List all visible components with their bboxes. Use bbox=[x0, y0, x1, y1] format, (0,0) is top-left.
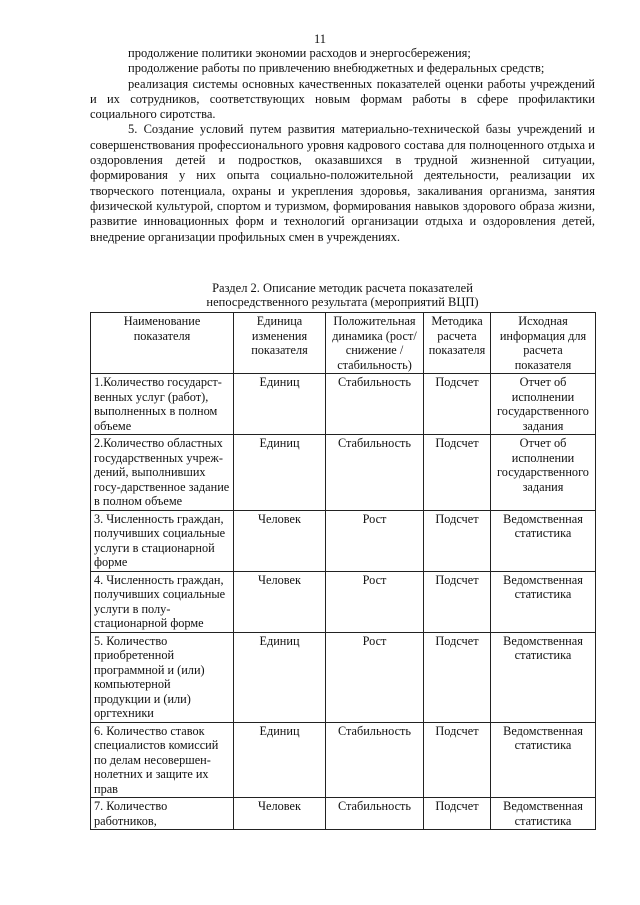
indicator-name: 1.Количество государст-венных услуг (работ), выполненных в полном объеме bbox=[91, 374, 234, 435]
unit: Единиц bbox=[234, 374, 326, 435]
source-info: Ведомственная статистика bbox=[491, 571, 596, 632]
source-info: Ведомственная статистика bbox=[491, 632, 596, 722]
header-positive-dynamics: Положительная динамика (рост/снижение /стабильность) bbox=[326, 313, 424, 374]
unit: Человек bbox=[234, 510, 326, 571]
table-header-row bbox=[91, 313, 596, 374]
indicator-name: 6. Количество ставок специалистов комиссий по делам несовершен-нолетних и защите их прав bbox=[91, 722, 234, 798]
header-indicator-name: Наименование показателя bbox=[91, 313, 234, 374]
paragraph-2: продолжение работы по привлечению внебюджетных и федеральных средств; bbox=[128, 61, 545, 76]
table-row bbox=[91, 571, 596, 632]
paragraph-3: реализация системы основных качественных показателей оценки работы учреждений и их сотрудников, соответствующих новым формам работы в сфере профилактики социального сиротства. bbox=[90, 76, 595, 122]
unit: Единиц bbox=[234, 722, 326, 798]
table-row bbox=[91, 632, 596, 722]
unit: Человек bbox=[234, 571, 326, 632]
header-method: Методика расчета показателя bbox=[424, 313, 491, 374]
dynamics: Рост bbox=[326, 510, 424, 571]
source-info: Отчет об исполнении государственного задания bbox=[491, 374, 596, 435]
dynamics: Рост bbox=[326, 632, 424, 722]
dynamics: Стабильность bbox=[326, 722, 424, 798]
table-row bbox=[91, 722, 596, 798]
table-row bbox=[91, 798, 596, 830]
unit: Единиц bbox=[234, 435, 326, 511]
section-title-line-1: Раздел 2. Описание методик расчета показателей bbox=[212, 281, 473, 295]
indicator-name: 7. Количество работников, bbox=[91, 798, 234, 830]
table-row bbox=[91, 435, 596, 511]
dynamics: Стабильность bbox=[326, 435, 424, 511]
indicators-table bbox=[90, 312, 596, 830]
method: Подсчет bbox=[424, 571, 491, 632]
unit: Единиц bbox=[234, 632, 326, 722]
header-unit: Единица изменения показателя bbox=[234, 313, 326, 374]
method: Подсчет bbox=[424, 632, 491, 722]
source-info: Ведомственная статистика bbox=[491, 510, 596, 571]
method: Подсчет bbox=[424, 510, 491, 571]
unit: Человек bbox=[234, 798, 326, 830]
paragraph-4: 5. Создание условий путем развития материально-технической базы учреждений и совершенствования профессионального уровня кадрового состава для полноценного отдыха и оздоровления детей и подростков, оказавшихся в трудной жизненной ситуации, формирования у них опыта социально-положительной деятельности, реализации их творческого потенциала, охраны и укрепления здоровья, закаливания организма, занятия физической культурой, спортом и туризмом, формирования навыков здорового образа жизни, развитие инновационных форм и технологий организации отдыха и оздоровления детей, внедрение организации профильных смен в учреждениях. bbox=[90, 122, 595, 244]
source-info: Отчет об исполнении государственного задания bbox=[491, 435, 596, 511]
method: Подсчет bbox=[424, 798, 491, 830]
indicator-name: 5. Количество приобретенной программной и (или) компьютерной продукции и (или) оргтехники bbox=[91, 632, 234, 722]
dynamics: Рост bbox=[326, 571, 424, 632]
section-title bbox=[90, 281, 595, 309]
paragraph-1: продолжение политики экономии расходов и энергосбережения; bbox=[128, 46, 471, 60]
indicator-name: 4. Численность граждан, получивших социальные услуги в полу-стационарной форме bbox=[91, 571, 234, 632]
dynamics: Стабильность bbox=[326, 798, 424, 830]
indicator-name: 2.Количество областных государственных учреж-дений, выполнивших госу-дарственное задание в полном объеме bbox=[91, 435, 234, 511]
table-row bbox=[91, 374, 596, 435]
source-info: Ведомственная статистика bbox=[491, 722, 596, 798]
page-number: 11 bbox=[313, 32, 327, 46]
section-title-line-2: непосредственного результата (мероприятий ВЦП) bbox=[206, 295, 479, 309]
source-info: Ведомственная статистика bbox=[491, 798, 596, 830]
method: Подсчет bbox=[424, 374, 491, 435]
indicator-name: 3. Численность граждан, получивших социальные услуги в стационарной форме bbox=[91, 510, 234, 571]
dynamics: Стабильность bbox=[326, 374, 424, 435]
body-text bbox=[90, 46, 595, 245]
header-source-info: Исходная информация для расчета показателя bbox=[491, 313, 596, 374]
method: Подсчет bbox=[424, 435, 491, 511]
method: Подсчет bbox=[424, 722, 491, 798]
table-row bbox=[91, 510, 596, 571]
